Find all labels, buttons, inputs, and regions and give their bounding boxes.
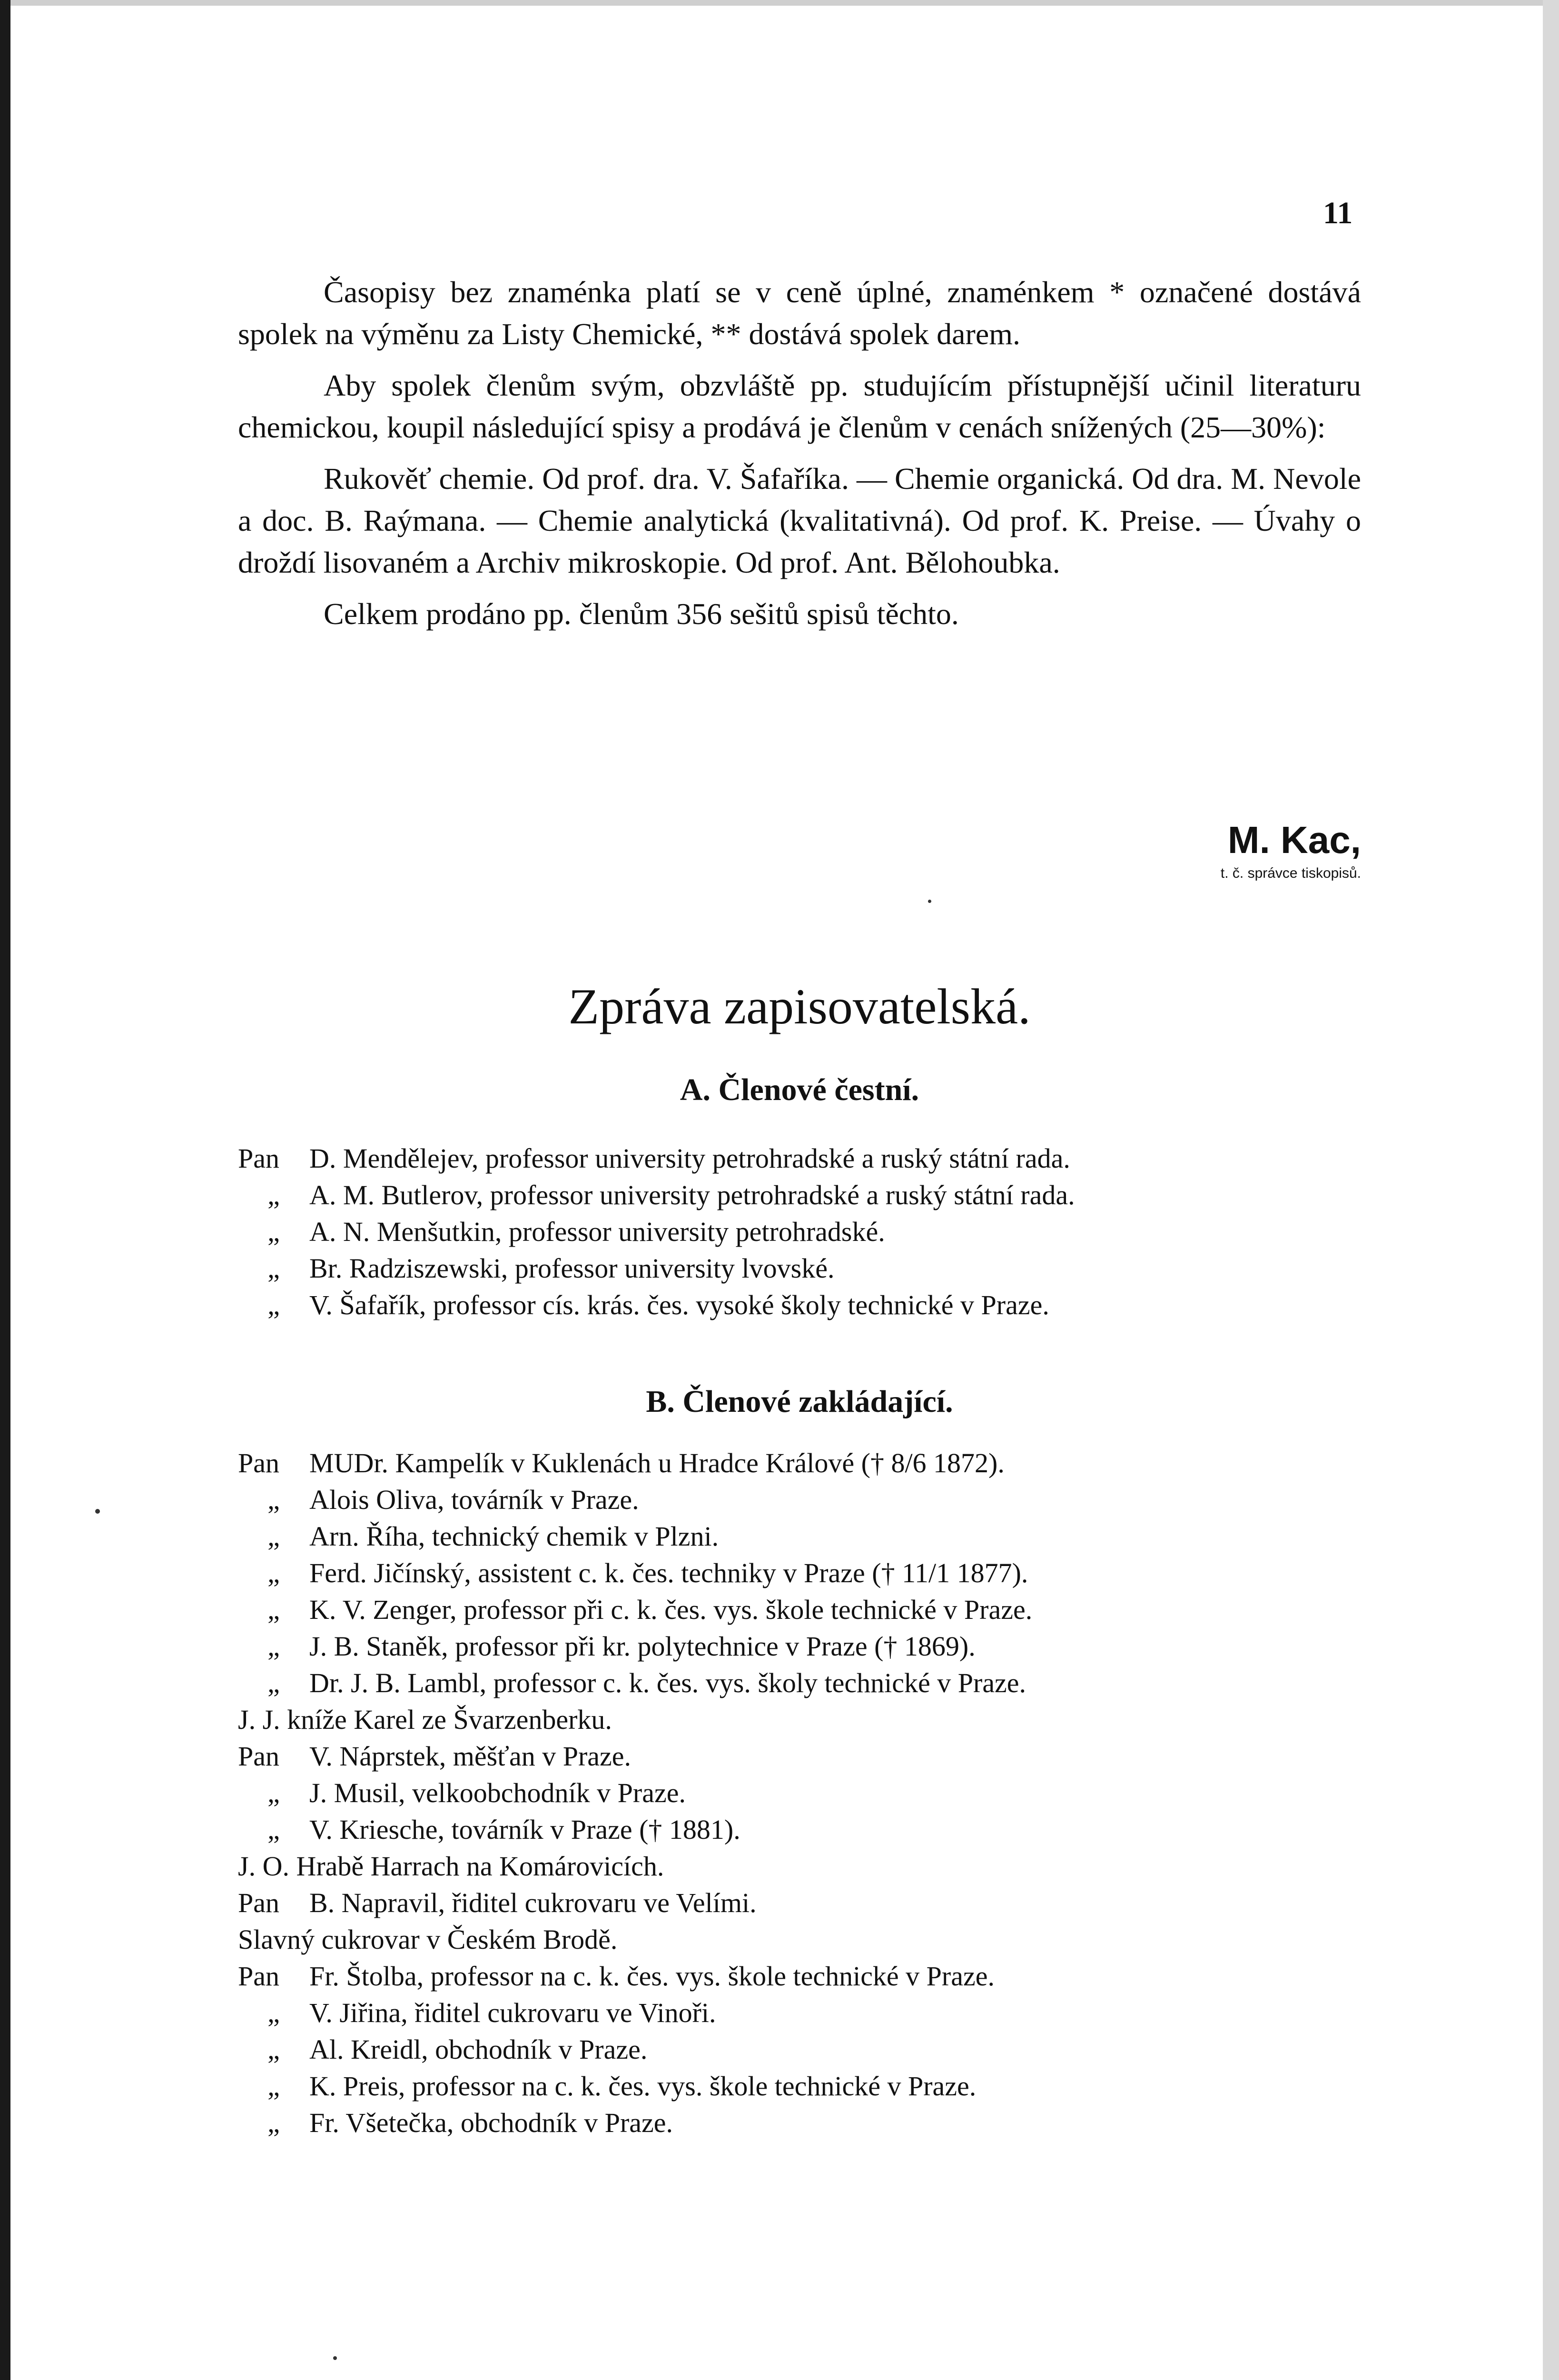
list-item-lead: „ — [267, 1253, 280, 1284]
list-item-lead: Pan — [238, 1448, 279, 1478]
page-number: 11 — [1323, 196, 1353, 230]
list-item-text: A. M. Butlerov, professor university petrohradské a ruský státní rada. — [309, 1180, 1075, 1210]
scan-speck — [928, 900, 931, 903]
list-item-text: Br. Radziszewski, professor university lvovské. — [309, 1253, 835, 1284]
list-item — [238, 1738, 1361, 1775]
list-item-text: MUDr. Kampelík v Kuklenách u Hradce Králové († 8/6 1872). — [309, 1448, 1005, 1478]
list-item-lead: „ — [267, 2034, 280, 2065]
section-b-list — [238, 1445, 1361, 2141]
list-item — [238, 1555, 1361, 1591]
list-item-text: J. O. Hrabě Harrach na Komárovicích. — [238, 1851, 664, 1882]
list-item-lead: „ — [267, 1631, 280, 1662]
intro-text — [238, 271, 1361, 645]
list-item-lead: „ — [267, 1557, 280, 1588]
list-item — [238, 1445, 1361, 1481]
list-item — [238, 1994, 1361, 2031]
list-item-text: J. Musil, velkoobchodník v Praze. — [309, 1777, 686, 1808]
list-item — [238, 2068, 1361, 2104]
list-item — [238, 1481, 1361, 1518]
list-item — [238, 1775, 1361, 1811]
list-item — [238, 1591, 1361, 1628]
list-item-text: K. Preis, professor na c. k. čes. vys. škole technické v Praze. — [309, 2071, 977, 2102]
scan-speck — [95, 1509, 100, 1514]
list-item-lead: Pan — [238, 1961, 279, 1992]
list-item-lead: „ — [267, 1814, 280, 1845]
list-item — [238, 1811, 1361, 1848]
signature-block — [1221, 816, 1361, 883]
list-item — [238, 1848, 1361, 1884]
signature-title: t. č. správce tiskopisů. — [1220, 865, 1361, 881]
list-item-text: D. Mendělejev, professor university petrohradské a ruský státní rada. — [309, 1143, 1070, 1174]
scan-right-edge — [1543, 0, 1559, 2380]
list-item-lead: „ — [267, 1180, 280, 1210]
list-item — [238, 1921, 1361, 1958]
intro-paragraph-2: Aby spolek členům svým, obzvláště pp. studujícím přístupnější učinil literaturu chemickou, koupil následující spisy a prodává je členům v cenách snížených (25—30%): — [238, 368, 1361, 444]
list-item-lead: „ — [267, 1777, 280, 1808]
list-item-lead: „ — [267, 1594, 280, 1625]
list-item-text: J. B. Staněk, professor při kr. polytechnice v Praze († 1869). — [309, 1631, 976, 1662]
list-item-text: V. Kriesche, továrník v Praze († 1881). — [309, 1814, 740, 1845]
list-item — [238, 2031, 1361, 2068]
list-item-lead: „ — [267, 1484, 280, 1515]
list-item-lead: „ — [267, 1521, 280, 1552]
list-item-lead: Pan — [238, 1143, 279, 1174]
list-item-text: Arn. Říha, technický chemik v Plzni. — [309, 1521, 719, 1552]
list-item — [238, 1665, 1361, 1701]
report-title: Zpráva zapisovatelská. — [568, 979, 1031, 1034]
list-item — [238, 2104, 1361, 2141]
list-item-text: V. Náprstek, měšťan v Praze. — [309, 1741, 631, 1772]
scan-speck — [333, 2356, 337, 2360]
intro-paragraph-1: Časopisy bez znaménka platí se v ceně úplné, znaménkem * označené dostává spolek na výměnu za Listy Chemické, ** dostává spolek darem. — [238, 275, 1361, 351]
list-item — [238, 1628, 1361, 1665]
signature-name: M. Kac, — [1227, 819, 1361, 861]
list-item-text: A. N. Menšutkin, professor university petrohradské. — [309, 1216, 885, 1247]
list-item-lead: „ — [267, 2071, 280, 2102]
section-a-list — [238, 1140, 1361, 1323]
list-item — [238, 1213, 1361, 1250]
list-item — [238, 1177, 1361, 1213]
list-item — [238, 1958, 1361, 1994]
list-item-text: V. Jiřina, řiditel cukrovaru ve Vinoři. — [309, 1997, 716, 2028]
list-item-text: Al. Kreidl, obchodník v Praze. — [309, 2034, 648, 2065]
list-item — [238, 1287, 1361, 1323]
list-item-text: Slavný cukrovar v Českém Brodě. — [238, 1924, 618, 1955]
list-item-text: B. Napravil, řiditel cukrovaru ve Velími. — [309, 1887, 757, 1918]
list-item-text: Fr. Štolba, professor na c. k. čes. vys. škole technické v Praze. — [309, 1961, 995, 1992]
list-item-text: Fr. Všetečka, obchodník v Praze. — [309, 2107, 673, 2138]
list-item-lead: „ — [267, 1289, 280, 1320]
list-item-text: V. Šafařík, professor cís. krás. čes. vysoké školy technické v Praze. — [309, 1289, 1049, 1320]
list-item-lead: Pan — [238, 1741, 279, 1772]
intro-paragraph-3: Rukověť chemie. Od prof. dra. V. Šafaříka. — Chemie organická. Od dra. M. Nevole a doc. B. Raýmana. — Chemie analytická (kvalitativná). Od prof. K. Preise. — Úvahy o droždí lisovaném a Archiv mikroskopie. Od prof. Ant. Bělohoubka. — [238, 462, 1361, 579]
list-item-lead: Pan — [238, 1887, 279, 1918]
list-item-text: Alois Oliva, továrník v Praze. — [309, 1484, 639, 1515]
list-item — [238, 1140, 1361, 1177]
list-item — [238, 1518, 1361, 1555]
scan-left-edge — [0, 0, 10, 2380]
list-item-text: Ferd. Jičínský, assistent c. k. čes. techniky v Praze († 11/1 1877). — [309, 1557, 1028, 1588]
list-item-lead: „ — [267, 1997, 280, 2028]
list-item-lead: „ — [267, 1216, 280, 1247]
list-item — [238, 1701, 1361, 1738]
list-item-lead: „ — [267, 1667, 280, 1698]
intro-paragraph-4: Celkem prodáno pp. členům 356 sešitů spisů těchto. — [324, 597, 959, 631]
section-a-heading: A. Členové čestní. — [680, 1072, 919, 1107]
list-item-text: Dr. J. B. Lambl, professor c. k. čes. vys. školy technické v Praze. — [309, 1667, 1026, 1698]
list-item-text: K. V. Zenger, professor při c. k. čes. vys. škole technické v Praze. — [309, 1594, 1033, 1625]
list-item — [238, 1884, 1361, 1921]
list-item — [238, 1250, 1361, 1287]
list-item-lead: „ — [267, 2107, 280, 2138]
list-item-text: J. J. kníže Karel ze Švarzenberku. — [238, 1704, 612, 1735]
section-b-heading: B. Členové zakládající. — [646, 1384, 953, 1419]
scan-top-edge — [0, 0, 1559, 6]
